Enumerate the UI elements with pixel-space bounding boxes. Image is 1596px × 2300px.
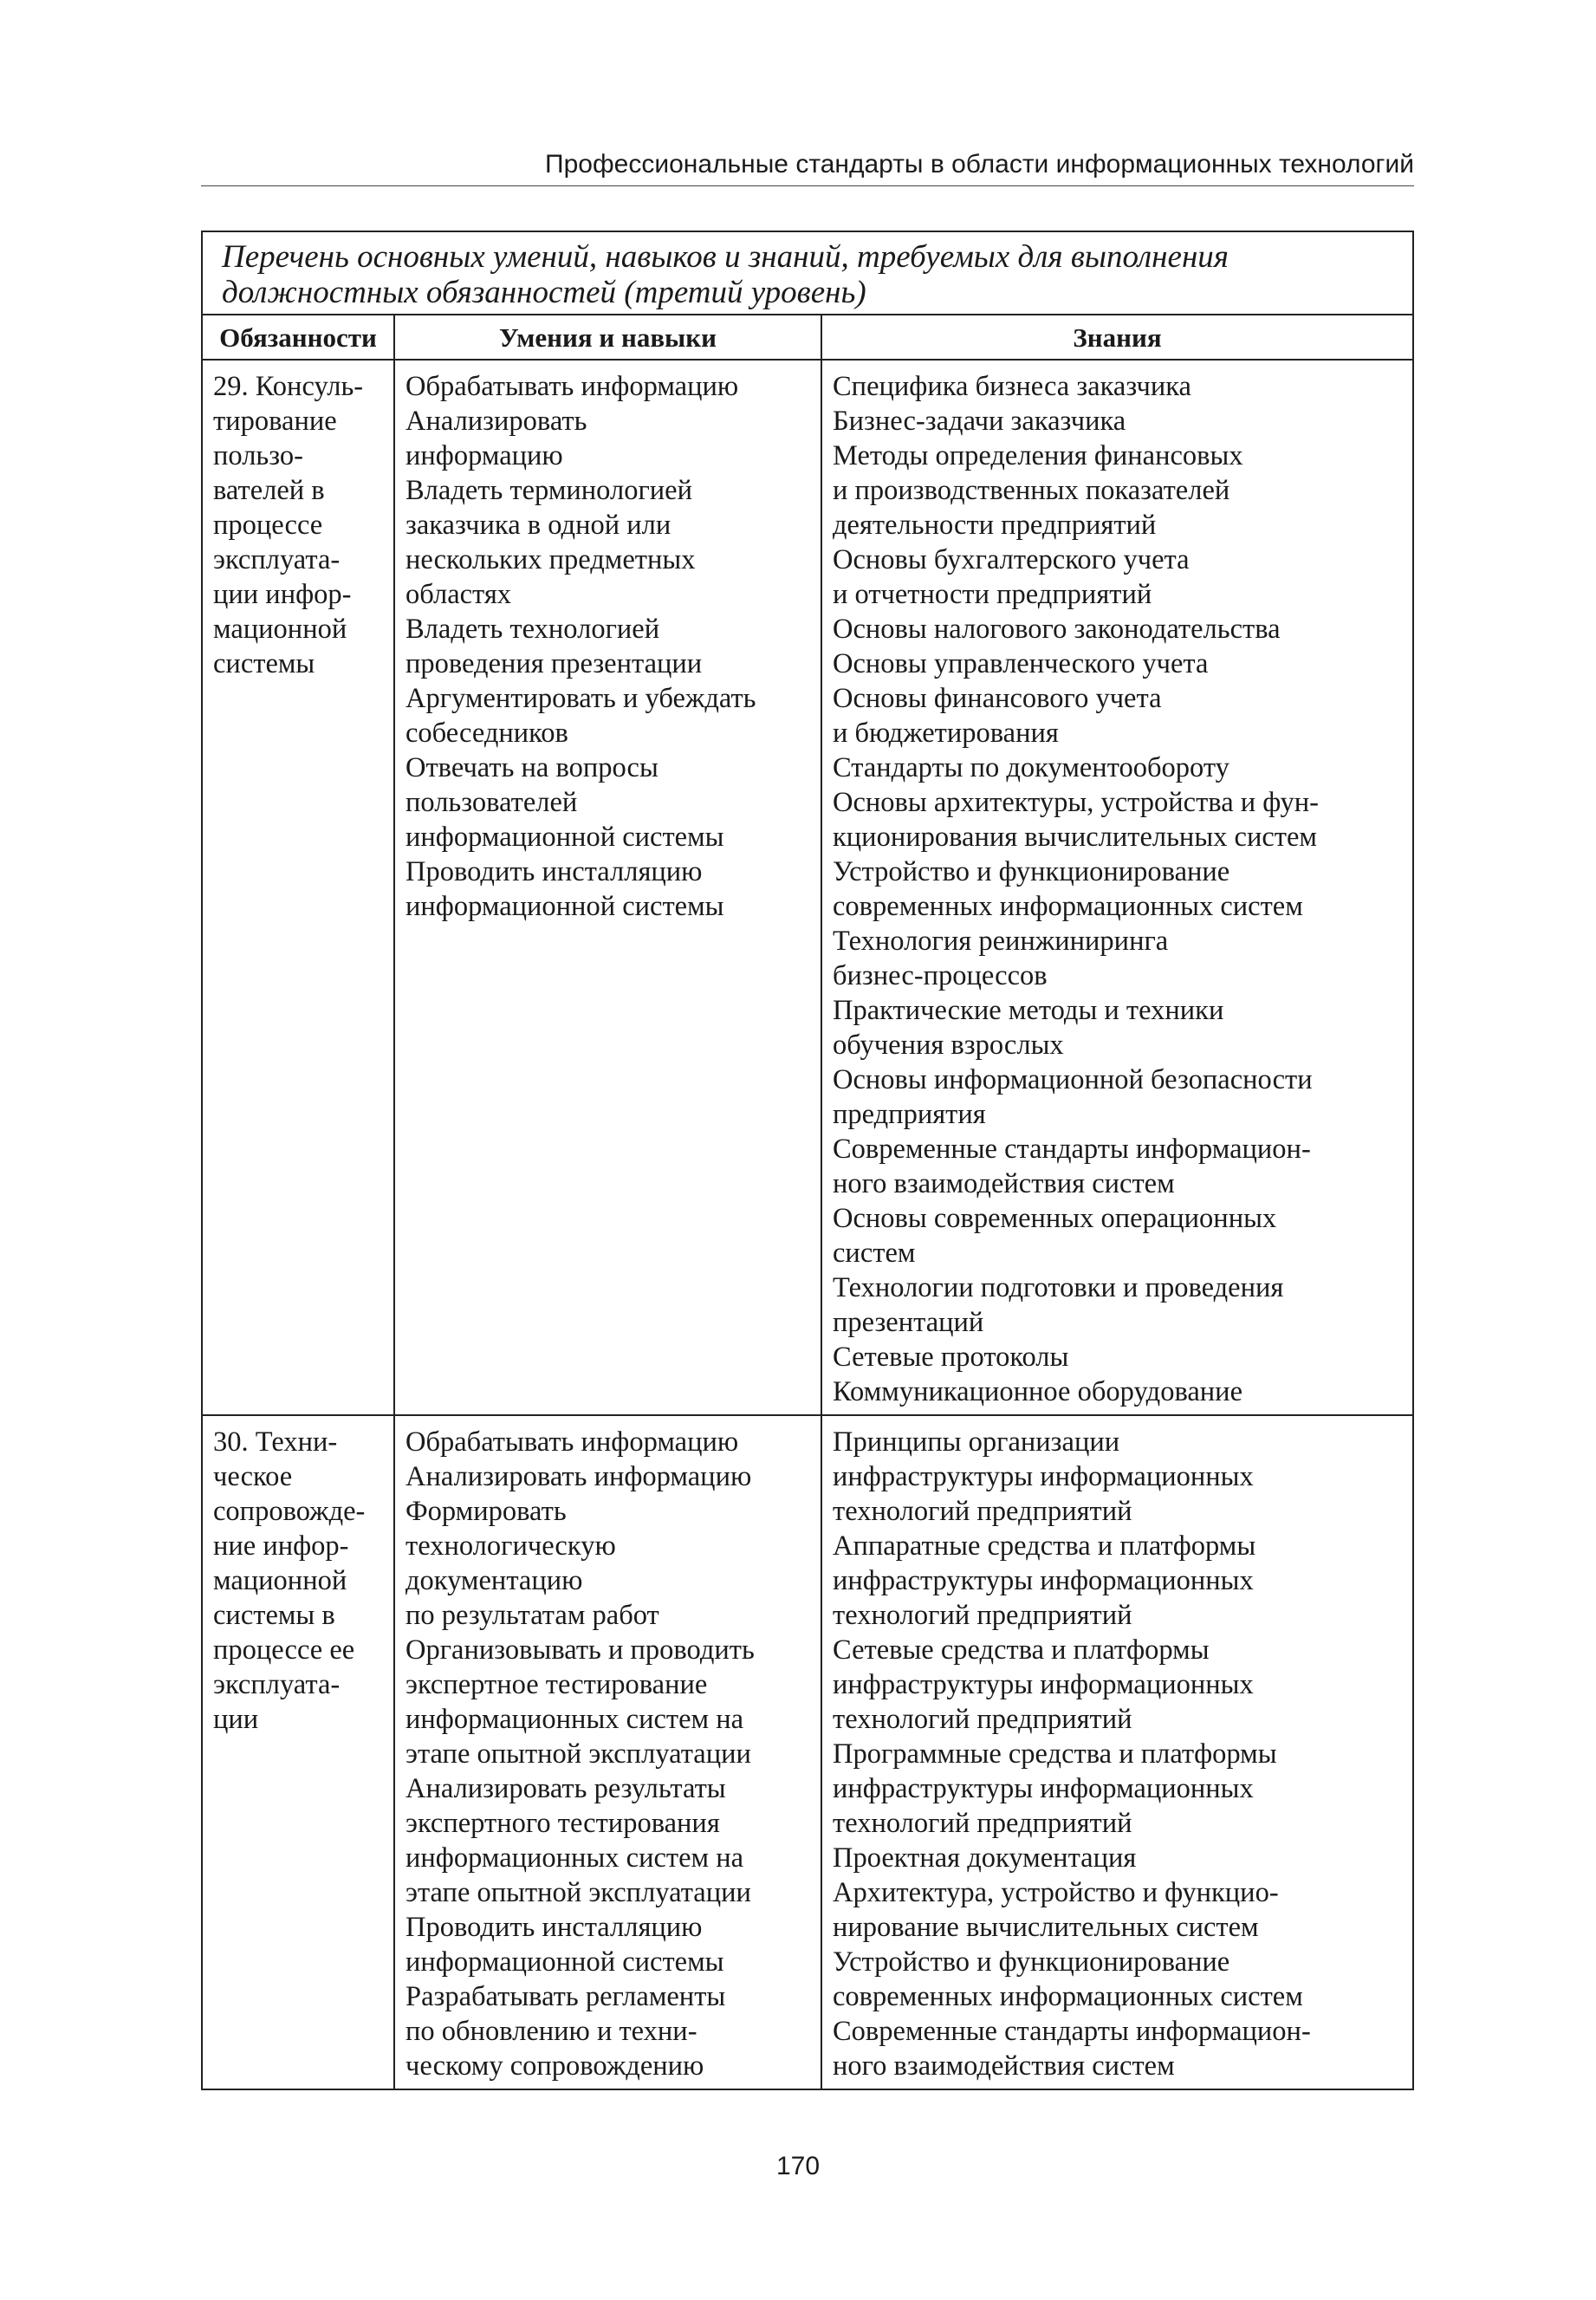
knowledge-line: бизнес-процессов — [833, 960, 1048, 991]
knowledge-line: Современные стандарты информацион- — [833, 1134, 1311, 1165]
skill-line: Обрабатывать информацию — [405, 1426, 739, 1458]
knowledge-line: Технологии подготовки и проведения — [833, 1272, 1284, 1303]
skill-line: документацию — [405, 1565, 583, 1596]
knowledge-line: и производственных показателей — [833, 475, 1230, 506]
skill-line: Анализировать — [405, 406, 587, 437]
duty-line: ции — [213, 1704, 259, 1735]
skill-line: областях — [405, 579, 512, 610]
knowledge-line: технологий предприятий — [833, 1704, 1132, 1735]
skills-cell — [394, 360, 821, 1415]
skill-line: проведения презентации — [405, 648, 703, 679]
knowledge-line: предприятия — [833, 1099, 986, 1130]
knowledge-line: презентаций — [833, 1307, 984, 1338]
knowledge-line: Основы современных операционных — [833, 1203, 1277, 1234]
knowledge-line: систем — [833, 1238, 916, 1269]
knowledge-line: Аппаратные средства и платформы — [833, 1530, 1256, 1562]
knowledge-line: кционирования вычислительных систем — [833, 822, 1317, 853]
skill-line: Проводить инсталляцию — [405, 1912, 703, 1943]
knowledge-cell — [821, 1415, 1412, 2089]
duty-line: вателей в — [213, 475, 325, 506]
skill-line: нескольких предметных — [405, 544, 696, 575]
skill-line: Отвечать на вопросы — [405, 752, 659, 783]
knowledge-line: Основы управленческого учета — [833, 648, 1209, 679]
knowledge-line: Современные стандарты информацион- — [833, 2016, 1311, 2047]
table-header-row — [203, 315, 1412, 360]
knowledge-line: Стандарты по документообороту — [833, 752, 1229, 783]
duty-line: ческое — [213, 1461, 293, 1492]
table-body — [203, 360, 1412, 2089]
skill-line: технологическую — [405, 1530, 616, 1562]
running-header: Профессиональные стандарты в области информационных технологий — [545, 150, 1414, 179]
skill-line: пользователей — [405, 787, 578, 818]
knowledge-line: Основы финансового учета — [833, 683, 1162, 714]
skill-line: по обновлению и техни- — [405, 2016, 697, 2047]
knowledge-line: Устройство и функционирование — [833, 1946, 1230, 1978]
skill-line: собеседников — [405, 718, 568, 749]
knowledge-line: Архитектура, устройство и функцио- — [833, 1877, 1279, 1908]
knowledge-line: Бизнес-задачи заказчика — [833, 406, 1126, 437]
header-skills: Умения и навыки — [394, 315, 821, 360]
knowledge-line: Устройство и функционирование — [833, 856, 1230, 887]
knowledge-line: Принципы организации — [833, 1426, 1120, 1458]
skill-line: информацию — [405, 440, 563, 471]
knowledge-line: инфраструктуры информационных — [833, 1773, 1254, 1804]
table-caption — [203, 232, 1412, 315]
skill-line: Владеть технологией — [405, 614, 660, 645]
skill-line: Анализировать информацию — [405, 1461, 752, 1492]
skill-line: информационной системы — [405, 891, 724, 922]
knowledge-line: технологий предприятий — [833, 1808, 1132, 1839]
skill-line: по результатам работ — [405, 1600, 659, 1631]
duty-line: 30. Техни- — [213, 1426, 338, 1458]
skill-line: Разрабатывать регламенты — [405, 1981, 726, 2012]
duty-cell — [203, 1415, 394, 2089]
knowledge-line: Специфика бизнеса заказчика — [833, 371, 1191, 402]
table-row — [203, 1415, 1412, 2089]
skill-line: Проводить инсталляцию — [405, 856, 703, 887]
skill-line: информационных систем на — [405, 1704, 744, 1735]
knowledge-line: ного взаимодействия систем — [833, 2050, 1175, 2082]
duty-line: системы в — [213, 1600, 335, 1631]
skill-line: этапе опытной эксплуатации — [405, 1738, 751, 1770]
knowledge-line: Технология реинжиниринга — [833, 926, 1169, 957]
duty-cell — [203, 360, 394, 1415]
duty-line: сопровожде- — [213, 1496, 366, 1527]
skill-line: этапе опытной эксплуатации — [405, 1877, 751, 1908]
skill-line: Формировать — [405, 1496, 567, 1527]
knowledge-line: Основы налогового законодательства — [833, 614, 1281, 645]
duty-line: системы — [213, 648, 315, 679]
skill-line: экспертное тестирование — [405, 1669, 708, 1700]
knowledge-line: Практические методы и техники — [833, 995, 1224, 1026]
duty-line: процессе — [213, 510, 323, 541]
skill-line: Аргументировать и убеждать — [405, 683, 756, 714]
skills-table-frame — [201, 231, 1414, 2090]
skill-line: Обрабатывать информацию — [405, 371, 739, 402]
knowledge-line: обучения взрослых — [833, 1030, 1064, 1061]
duty-line: 29. Консуль- — [213, 371, 364, 402]
caption-line: должностных обязанностей (третий уровень) — [222, 275, 866, 310]
skill-line: Организовывать и проводить — [405, 1634, 755, 1666]
knowledge-line: инфраструктуры информационных — [833, 1669, 1254, 1700]
skill-line: Анализировать результаты — [405, 1773, 726, 1804]
caption-line: Перечень основных умений, навыков и знаний, требуемых для выполнения — [222, 239, 1229, 275]
knowledge-line: Проектная документация — [833, 1842, 1137, 1874]
knowledge-cell — [821, 360, 1412, 1415]
duty-line: мационной — [213, 1565, 347, 1596]
duty-line: мационной — [213, 614, 347, 645]
duty-line: эксплуата- — [213, 1669, 341, 1700]
header-knowledge: Знания — [821, 315, 1412, 360]
skill-line: экспертного тестирования — [405, 1808, 720, 1839]
table-row — [203, 360, 1412, 1415]
knowledge-line: нирование вычислительных систем — [833, 1912, 1259, 1943]
skill-line: информационных систем на — [405, 1842, 744, 1874]
duty-line: эксплуата- — [213, 544, 341, 575]
knowledge-line: и отчетности предприятий — [833, 579, 1152, 610]
knowledge-line: ного взаимодействия систем — [833, 1168, 1175, 1199]
skill-line: информационной системы — [405, 1946, 724, 1978]
knowledge-line: Основы бухгалтерского учета — [833, 544, 1190, 575]
knowledge-line: Основы информационной безопасности — [833, 1064, 1313, 1095]
knowledge-line: деятельности предприятий — [833, 510, 1157, 541]
knowledge-line: Коммуникационное оборудование — [833, 1376, 1242, 1407]
skill-line: Владеть терминологией — [405, 475, 692, 506]
header-duties: Обязанности — [203, 315, 394, 360]
header-rule — [201, 185, 1414, 186]
knowledge-line: Методы определения финансовых — [833, 440, 1243, 471]
skill-line: информационной системы — [405, 822, 724, 853]
skill-line: ческому сопровождению — [405, 2050, 704, 2082]
knowledge-line: современных информационных систем — [833, 1981, 1303, 2012]
skill-line: заказчика в одной или — [405, 510, 671, 541]
duty-line: ции инфор- — [213, 579, 352, 610]
knowledge-line: инфраструктуры информационных — [833, 1461, 1254, 1492]
skills-table — [203, 315, 1412, 2089]
knowledge-line: технологий предприятий — [833, 1496, 1132, 1527]
knowledge-line: Сетевые протоколы — [833, 1342, 1069, 1373]
knowledge-line: и бюджетирования — [833, 718, 1059, 749]
knowledge-line: инфраструктуры информационных — [833, 1565, 1254, 1596]
knowledge-line: Сетевые средства и платформы — [833, 1634, 1210, 1666]
knowledge-line: технологий предприятий — [833, 1600, 1132, 1631]
duty-line: процессе ее — [213, 1634, 355, 1666]
page-number: 170 — [775, 2152, 821, 2180]
knowledge-line: современных информационных систем — [833, 891, 1303, 922]
duty-line: тирование — [213, 406, 337, 437]
knowledge-line: Программные средства и платформы — [833, 1738, 1277, 1770]
knowledge-line: Основы архитектуры, устройства и фун- — [833, 787, 1320, 818]
duty-line: ние инфор- — [213, 1530, 349, 1562]
skills-cell — [394, 1415, 821, 2089]
duty-line: пользо- — [213, 440, 303, 471]
